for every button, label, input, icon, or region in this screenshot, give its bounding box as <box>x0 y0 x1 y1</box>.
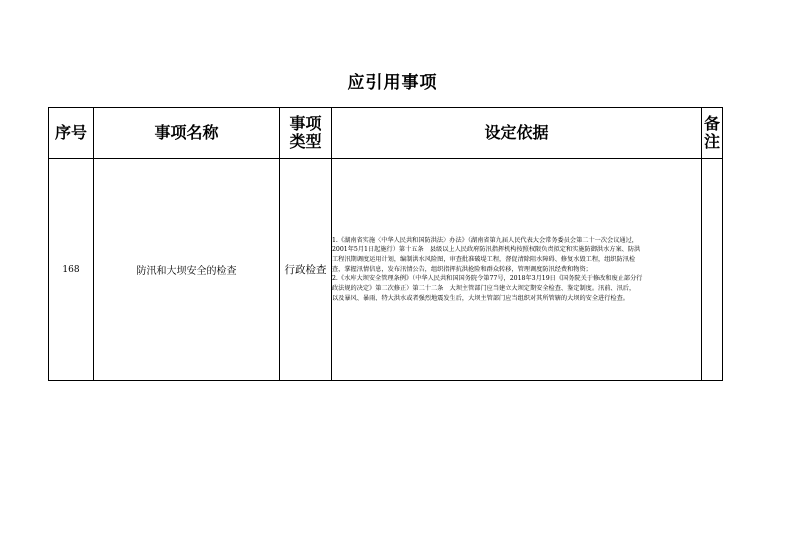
basis-line: 以及暴风、暴雨、特大洪水或者强烈地震发生后，大坝主管部门应当组织对其所管辖的大坝的安全进行检查。 <box>332 294 629 302</box>
cell-type: 行政检查 <box>280 159 332 381</box>
header-name: 事项名称 <box>94 108 280 159</box>
basis-line: 工程汛期调度运用计划，编制洪水风险图，审查批准破堤工程，督促清除阻水障碍、修复水毁工程，组织防汛检 <box>332 256 636 264</box>
page-title: 应引用事项 <box>347 73 438 93</box>
cell-name: 防汛和大坝安全的检查 <box>94 159 280 381</box>
cell-basis <box>332 159 702 381</box>
header-seq: 序号 <box>49 108 94 159</box>
cell-note <box>702 159 723 381</box>
table-row <box>49 159 723 381</box>
basis-line: 政法规的决定》第二次修正）第二十二条 大坝主管部门应当建立大坝定期安全检查、鉴定制度。汛前、汛后， <box>332 284 636 292</box>
header-note: 备 注 <box>702 108 723 159</box>
header-basis: 设定依据 <box>332 108 702 159</box>
matters-table <box>48 107 723 381</box>
cell-seq: 168 <box>49 159 94 381</box>
basis-line: 1.《湖南省实施〈中华人民共和国防洪法〉办法》（湖南省第九届人民代表大会常务委员会第二十一次会议通过， <box>332 236 638 244</box>
header-type: 事项 类型 <box>280 108 332 159</box>
basis-line: 2.《水库大坝安全管理条例》（中华人民共和国国务院令第77号，2018年3月19日《国务院关于修改和废止部分行 <box>332 275 643 283</box>
basis-line: 2001年5月1日起施行）第十五条 县级以上人民政府防汛指挥机构按照权限负责拟定和实施防御洪水方案、防洪 <box>332 246 641 254</box>
basis-line: 查，掌握汛情信息，发布汛情公告，组织指挥抗洪抢险和群众转移，管理调度防汛经费和物资； <box>332 265 592 273</box>
header-row <box>49 108 723 159</box>
